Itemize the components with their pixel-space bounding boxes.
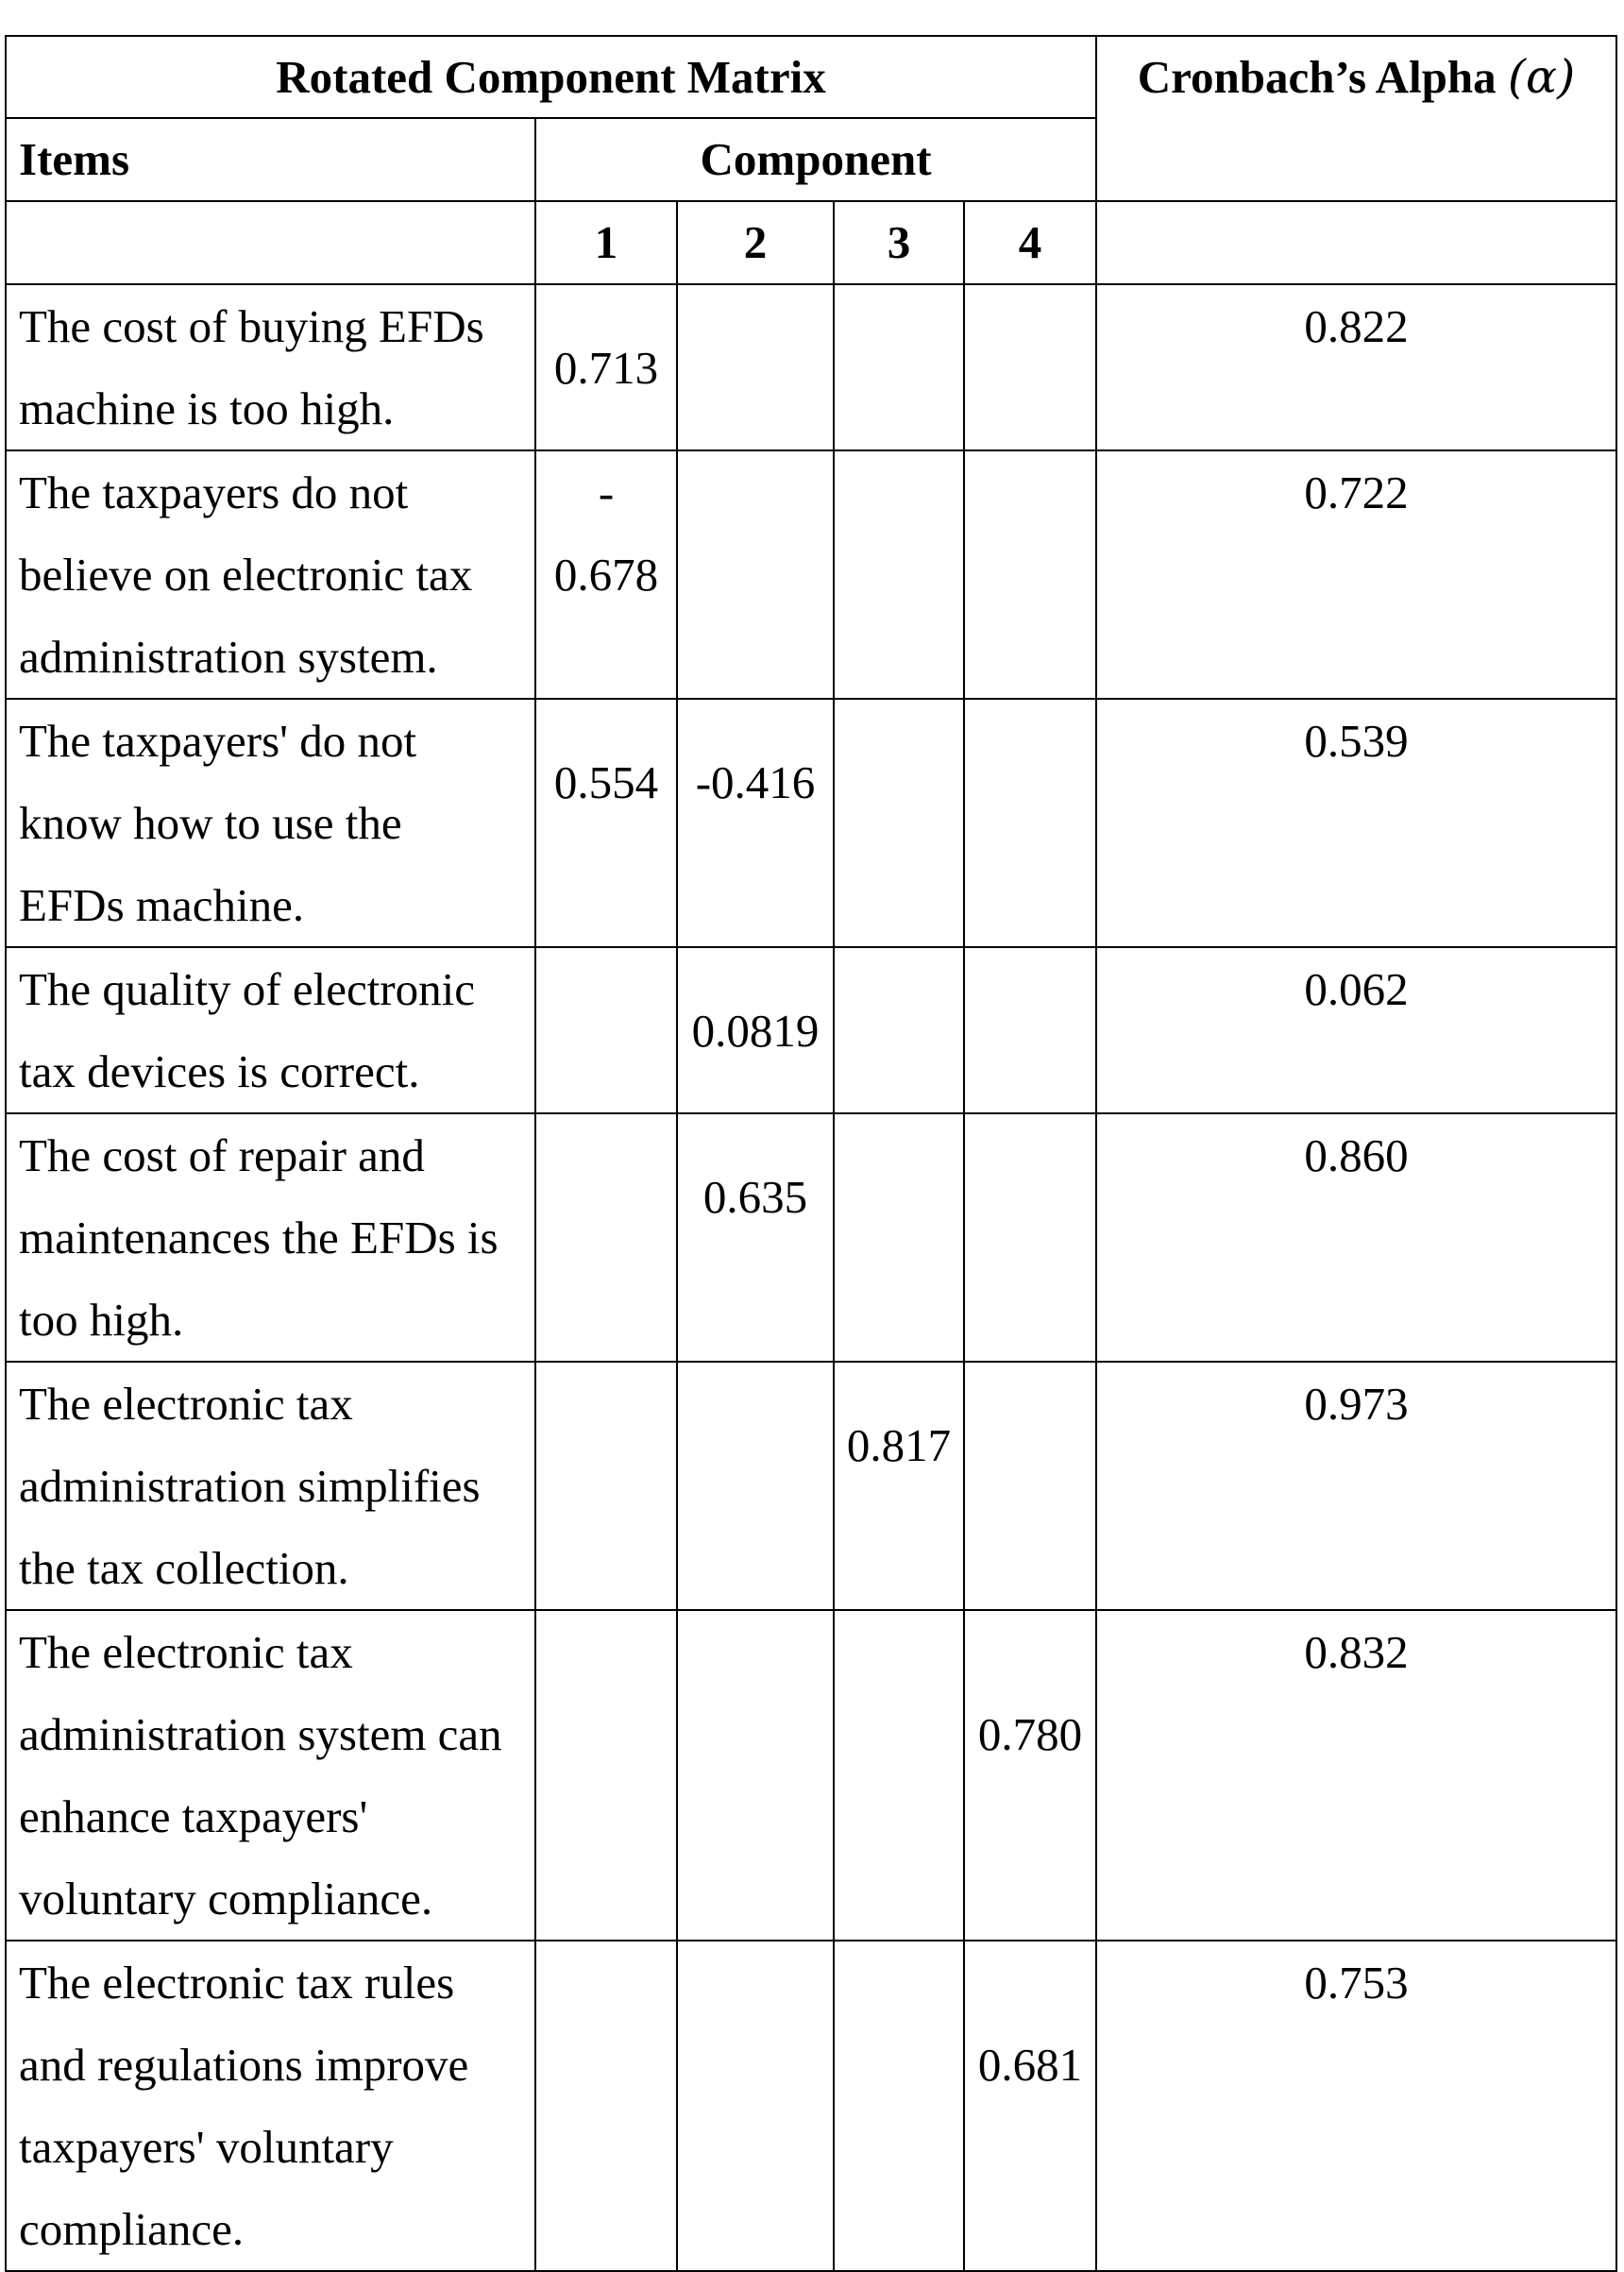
alpha-symbol: (α) <box>1507 50 1576 104</box>
table-row <box>6 1113 1616 1362</box>
loading-c3 <box>834 699 964 947</box>
component-number-2: 2 <box>677 201 834 284</box>
alpha-header: Cronbach’s Alpha (α) <box>1096 36 1616 201</box>
alpha-value: 0.539 <box>1096 699 1616 947</box>
component-header: Component <box>535 118 1096 201</box>
loading-c4 <box>964 699 1096 947</box>
loading-c1: 0.554 <box>535 699 677 947</box>
item-cell: The taxpayers' do not know how to use the EFDs machine. <box>6 699 535 947</box>
loading-c2 <box>677 284 834 450</box>
table-row <box>6 1610 1616 1941</box>
alpha-value: 0.722 <box>1096 450 1616 699</box>
matrix-title: Rotated Component Matrix <box>6 36 1096 118</box>
table-row <box>6 284 1616 450</box>
alpha-value: 0.832 <box>1096 1610 1616 1941</box>
item-cell: The electronic tax administration simplifies the tax collection. <box>6 1362 535 1610</box>
loading-c2: -0.416 <box>677 699 834 947</box>
table-row <box>6 450 1616 699</box>
loading-c4 <box>964 450 1096 699</box>
table-row <box>6 1941 1616 2271</box>
loading-c3 <box>834 947 964 1113</box>
component-number-4: 4 <box>964 201 1096 284</box>
alpha-value: 0.062 <box>1096 947 1616 1113</box>
loading-c4 <box>964 1113 1096 1362</box>
item-cell: The electronic tax rules and regulations improve taxpayers' voluntary compliance. <box>6 1941 535 2271</box>
loading-c3 <box>834 284 964 450</box>
alpha-value: 0.753 <box>1096 1941 1616 2271</box>
loading-c1 <box>535 1113 677 1362</box>
loading-c3 <box>834 1941 964 2271</box>
loading-c3 <box>834 450 964 699</box>
loading-c4 <box>964 947 1096 1113</box>
loading-c1: - 0.678 <box>535 450 677 699</box>
alpha-value: 0.973 <box>1096 1362 1616 1610</box>
items-header: Items <box>6 118 535 201</box>
loading-c3: 0.817 <box>834 1362 964 1610</box>
component-number-1: 1 <box>535 201 677 284</box>
loading-c1 <box>535 947 677 1113</box>
loading-c2 <box>677 450 834 699</box>
alpha-value: 0.860 <box>1096 1113 1616 1362</box>
loading-c1: 0.713 <box>535 284 677 450</box>
loading-c4: 0.681 <box>964 1941 1096 2271</box>
loading-c3 <box>834 1113 964 1362</box>
loading-c2 <box>677 1941 834 2271</box>
item-cell: The cost of repair and maintenances the EFDs is too high. <box>6 1113 535 1362</box>
loading-c2: 0.635 <box>677 1113 834 1362</box>
table-row <box>6 699 1616 947</box>
loading-c1 <box>535 1941 677 2271</box>
item-cell: The taxpayers do not believe on electronic tax administration system. <box>6 450 535 699</box>
table-row <box>6 947 1616 1113</box>
loading-c2 <box>677 1362 834 1610</box>
item-cell: The quality of electronic tax devices is correct. <box>6 947 535 1113</box>
loading-c1 <box>535 1610 677 1941</box>
item-cell: The electronic tax administration system can enhance taxpayers' voluntary compliance. <box>6 1610 535 1941</box>
table-row <box>6 1362 1616 1610</box>
loading-c4: 0.780 <box>964 1610 1096 1941</box>
loading-c2: 0.0819 <box>677 947 834 1113</box>
item-cell: The cost of buying EFDs machine is too high. <box>6 284 535 450</box>
loading-c3 <box>834 1610 964 1941</box>
alpha-header-blank <box>1096 201 1616 284</box>
loading-c1 <box>535 1362 677 1610</box>
alpha-value: 0.822 <box>1096 284 1616 450</box>
loading-c4 <box>964 284 1096 450</box>
loading-c2 <box>677 1610 834 1941</box>
items-header-blank <box>6 201 535 284</box>
rotated-component-matrix-table <box>5 35 1617 2272</box>
loading-c4 <box>964 1362 1096 1610</box>
component-number-3: 3 <box>834 201 964 284</box>
